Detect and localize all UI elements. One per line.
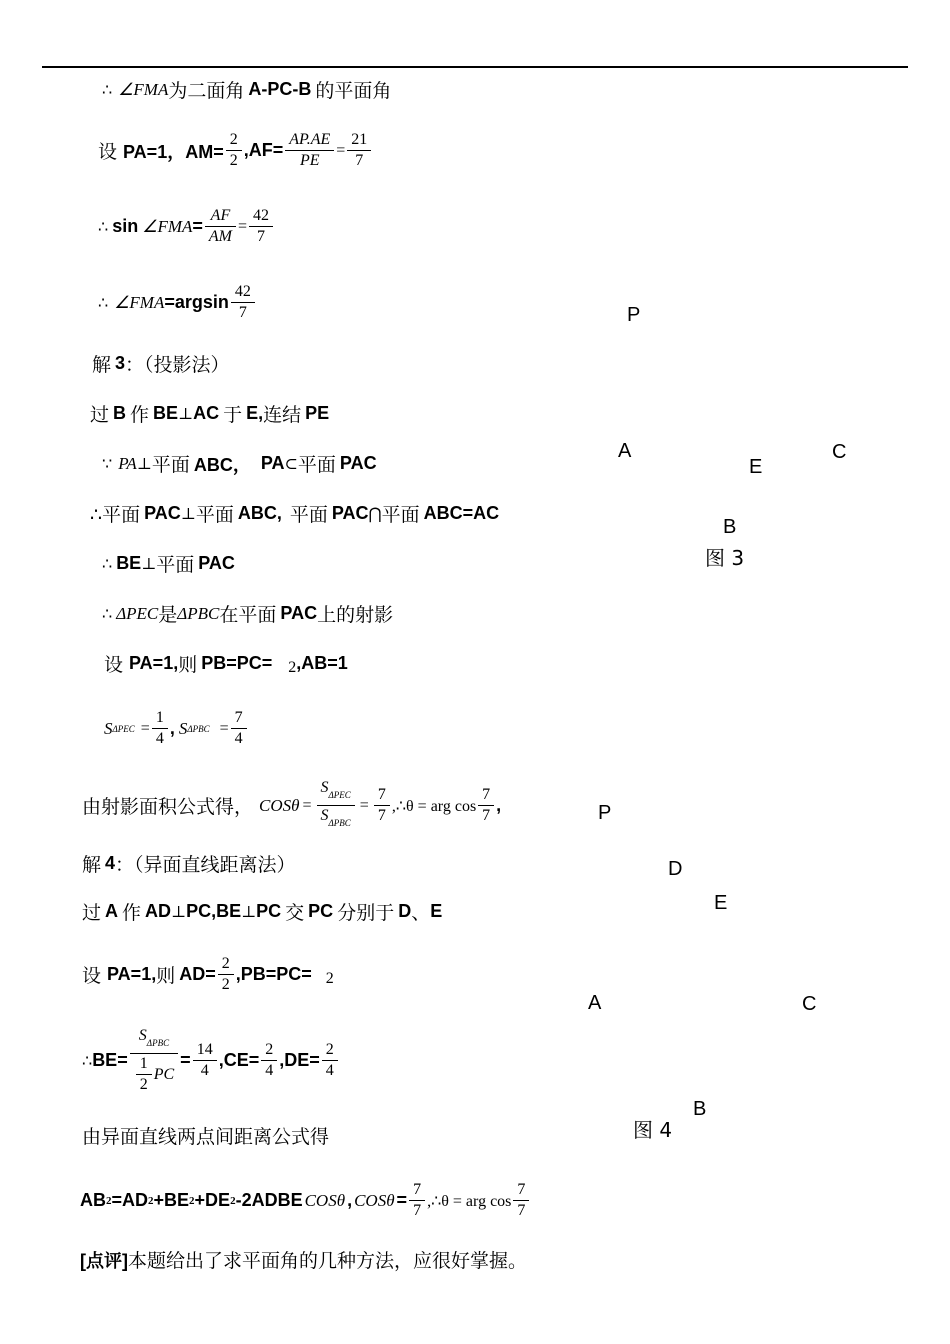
text: ∴平面: [90, 504, 141, 526]
heading-solution-4: [82, 850, 296, 877]
denominator: 7: [413, 1202, 422, 1219]
numerator: 7: [409, 1180, 425, 1201]
text-bold: 3: [115, 353, 126, 373]
area-symbol: S: [104, 718, 113, 738]
equals: =: [396, 1190, 408, 1210]
number: 2: [288, 658, 297, 676]
header-rule: [42, 66, 908, 68]
line-dihedral-angle: [102, 76, 391, 103]
line-because-pa: [102, 450, 377, 477]
segment-pa: PA: [118, 453, 137, 473]
point-label-a: A: [588, 992, 602, 1014]
text: 本题给出了求平面角的几种方法，应很好掌握。: [128, 1250, 528, 1272]
text: 是: [158, 604, 178, 626]
text: 平面: [151, 454, 190, 476]
comma: ,: [169, 718, 175, 738]
perp-symbol: ⊥: [241, 902, 257, 921]
text-bold: PC: [256, 901, 282, 921]
text: 平面: [195, 504, 234, 526]
superscript: 2: [106, 1194, 112, 1207]
line-argsin: [98, 282, 257, 323]
denominator: 7: [355, 152, 364, 169]
therefore-symbol: ∴: [102, 80, 113, 99]
text-bold: ABC,: [237, 503, 282, 523]
text-bold: BE=: [92, 1050, 128, 1070]
perp-symbol: ⊥: [180, 504, 196, 523]
text: ,∴θ = arg cos: [427, 1192, 512, 1210]
text-bold: BE: [116, 553, 142, 573]
line-projection: [102, 600, 393, 627]
text: ：（异面直线距离法）: [115, 854, 296, 876]
therefore-symbol: ∴: [82, 1051, 93, 1070]
therefore-symbol: ∴: [98, 293, 109, 312]
text: 则: [178, 654, 198, 676]
angle-fma: ∠FMA: [118, 79, 169, 99]
text-bold: ,CE=: [218, 1050, 260, 1070]
text-bold: 4: [105, 853, 116, 873]
line-be-perp-pac: [102, 550, 235, 577]
numerator: 21: [347, 130, 371, 151]
text: 则: [156, 965, 176, 987]
text-bold: A-PC-B: [248, 79, 312, 99]
figure-caption: 图 3: [705, 546, 745, 570]
text-bold: PA: [260, 453, 285, 473]
numerator: 7: [231, 708, 247, 729]
numerator: 7: [513, 1180, 529, 1201]
numerator: 14: [193, 1040, 217, 1061]
figure-caption: 图 4: [633, 1118, 673, 1142]
equals: =: [302, 796, 312, 814]
numerator: AF: [205, 206, 236, 227]
superscript: 2: [148, 1194, 154, 1207]
numerator: S: [138, 1027, 147, 1044]
text-bold: PC,BE: [186, 901, 242, 921]
text-bold: ,PB=PC=: [235, 964, 312, 984]
text: 由异面直线两点间距离公式得: [82, 1126, 330, 1148]
equals: =: [219, 719, 229, 737]
text-bold: A: [105, 901, 119, 921]
text-bold: PA=1，AM=: [123, 141, 224, 162]
fraction: [409, 1180, 425, 1221]
fraction: [205, 206, 236, 247]
text: 解: [92, 354, 112, 376]
point-label-b: B: [693, 1098, 707, 1120]
subscript: ΔPBC: [187, 723, 210, 734]
numerator: 1: [152, 708, 168, 729]
cos-theta: COSθ: [354, 1190, 395, 1210]
text-bold: -2ADBE: [235, 1190, 303, 1210]
text: 于: [223, 404, 243, 426]
point-label-d: D: [668, 858, 683, 880]
line-construct-ad: [82, 898, 442, 925]
line-projection-formula: [82, 778, 501, 833]
text-bold: E: [430, 901, 443, 921]
numerator: AP.AE: [285, 130, 334, 151]
text-bold: D: [398, 901, 412, 921]
fraction: [478, 785, 494, 826]
therefore-symbol: ∴: [102, 554, 113, 573]
subscript: ΔPEC: [328, 790, 351, 800]
point-label-p: P: [598, 802, 612, 824]
intersection-symbol: ⋂: [368, 504, 382, 523]
text: 分别于: [337, 902, 395, 924]
point-label-a: A: [618, 440, 632, 462]
numerator: 7: [374, 785, 390, 806]
text: 过: [82, 902, 102, 924]
line-areas: [104, 708, 249, 749]
fraction: [218, 954, 234, 995]
text: 设: [82, 965, 102, 987]
text: 设: [104, 654, 124, 676]
therefore-symbol: ∴: [102, 604, 113, 623]
text-bold: PAC: [331, 503, 369, 523]
fraction: [231, 708, 247, 749]
subscript: ΔPBC: [328, 818, 351, 828]
because-symbol: ∵: [102, 454, 113, 473]
point-label-b: B: [723, 516, 737, 538]
text-bold: PAC: [280, 603, 318, 623]
text-bold: BE: [153, 403, 179, 423]
text-bold: +BE: [153, 1190, 190, 1210]
denominator: 4: [155, 730, 164, 747]
triangle-pbc: ΔPBC: [177, 603, 220, 623]
text: 为二面角: [168, 80, 245, 102]
fraction: [513, 1180, 529, 1221]
denominator: S: [320, 807, 329, 824]
text: 连结: [263, 404, 302, 426]
text-bold: +DE: [194, 1190, 231, 1210]
fraction: [193, 1040, 217, 1081]
perp-symbol: ⊥: [178, 404, 194, 423]
numerator: 2: [322, 1040, 338, 1061]
text-bold: =argsin: [164, 292, 229, 312]
text-bold: PA=1,: [107, 964, 157, 984]
text-bold: PA=1,: [129, 653, 179, 673]
fraction: [152, 708, 168, 749]
area-symbol: S: [178, 718, 188, 738]
cos-theta: COSθ: [304, 1190, 346, 1210]
fraction: [136, 1054, 152, 1095]
text: 过: [90, 404, 110, 426]
equals: =: [336, 141, 346, 159]
fraction: [347, 130, 371, 171]
text: ,∴θ = arg cos: [391, 797, 477, 815]
text-bold: ABC=AC: [423, 503, 500, 523]
numerator: 2: [261, 1040, 277, 1061]
denominator: PE: [299, 152, 320, 169]
denominator: 2: [139, 1076, 148, 1093]
denominator: 7: [238, 304, 247, 321]
text: 解: [82, 854, 102, 876]
denominator: 2: [229, 152, 238, 169]
comma: ,: [347, 1190, 353, 1210]
text: 交: [285, 902, 305, 924]
line-be-value: [82, 1026, 340, 1095]
denominator: 2: [221, 976, 230, 993]
text-bold: ,AF=: [243, 140, 284, 160]
text: 作: [130, 404, 150, 426]
fraction: [261, 1040, 277, 1081]
fraction: [226, 130, 242, 171]
denominator: 7: [377, 807, 386, 824]
text: 平面: [289, 504, 328, 526]
perp-symbol: ⊥: [141, 554, 157, 573]
numerator: 1: [136, 1054, 152, 1075]
text: 平面: [297, 454, 336, 476]
point-label-p: P: [627, 304, 641, 326]
text: 、: [411, 902, 431, 924]
text: 在平面: [219, 604, 277, 626]
text: 作: [122, 902, 142, 924]
comment-line: [80, 1246, 527, 1273]
text: 平面: [381, 504, 420, 526]
numerator: 2: [218, 954, 234, 975]
text-bold: B: [113, 403, 127, 423]
perp-symbol: ⊥: [136, 454, 152, 473]
denominator: 4: [265, 1062, 274, 1079]
text: ：（投影法）: [125, 354, 230, 376]
fraction: [322, 1040, 338, 1081]
text-bold: [点评]: [80, 1250, 128, 1271]
line-distance-formula: [82, 1122, 329, 1149]
point-label-c: C: [832, 441, 847, 463]
numerator: 7: [478, 785, 494, 806]
fraction: [285, 130, 334, 171]
denominator: AM: [208, 228, 232, 245]
subscript: ΔPBC: [146, 1038, 170, 1048]
text-bold: ABC，: [193, 454, 251, 475]
denominator: 7: [257, 228, 266, 245]
text-bold: AC: [193, 403, 220, 423]
text-bold: =AD: [111, 1190, 149, 1210]
equals: =: [180, 1050, 191, 1070]
angle-fma: ∠FMA: [142, 216, 193, 236]
point-label-e: E: [749, 456, 763, 478]
angle-fma: ∠FMA: [114, 292, 165, 312]
line-sin-fma: [98, 206, 275, 247]
point-label-c: C: [802, 993, 817, 1015]
superscript: 2: [189, 1194, 195, 1207]
equals: =: [238, 217, 248, 235]
fraction: [317, 778, 355, 833]
text-bold: AD: [145, 901, 172, 921]
fraction: [374, 785, 390, 826]
equals: =: [192, 216, 203, 236]
comma: ,: [496, 795, 502, 815]
denominator: 4: [325, 1062, 334, 1079]
therefore-symbol: ∴: [98, 217, 109, 236]
line-planes-perp: [90, 500, 499, 527]
segment-pc: PC: [153, 1065, 175, 1083]
denominator: 7: [517, 1202, 526, 1219]
numerator: 42: [231, 282, 255, 303]
line-set-ad: [82, 954, 334, 995]
text: 上的射影: [317, 604, 394, 626]
superscript: 2: [230, 1194, 236, 1207]
text: 的平面角: [315, 80, 392, 102]
fraction: [130, 1026, 178, 1095]
perp-symbol: ⊥: [171, 902, 187, 921]
fraction: [249, 206, 273, 247]
equals: =: [359, 796, 369, 814]
cos-theta: COSθ: [259, 795, 300, 815]
text: 设: [98, 141, 118, 163]
numerator: S: [320, 779, 329, 796]
fraction: [231, 282, 255, 323]
equals: =: [140, 719, 150, 737]
text-bold: PC: [308, 901, 334, 921]
text-bold: AD=: [179, 964, 216, 984]
heading-solution-3: [92, 350, 230, 377]
triangle-pec: ΔPEC: [116, 603, 159, 623]
numerator: 2: [226, 130, 242, 151]
subset-symbol: ⊂: [284, 454, 298, 473]
line-ab-squared: [80, 1180, 531, 1221]
denominator: 4: [200, 1062, 209, 1079]
text-bold: PAC: [144, 503, 181, 523]
text-bold: ,AB=1: [296, 653, 348, 673]
text-bold: PB=PC=: [201, 653, 273, 673]
number: 2: [325, 969, 334, 987]
text-bold: AB: [80, 1190, 106, 1210]
text-bold: sin: [112, 216, 139, 236]
text-bold: PAC: [198, 553, 235, 573]
text: 由射影面积公式得，: [82, 796, 254, 818]
denominator: 4: [234, 730, 243, 747]
text-bold: PE: [305, 403, 330, 423]
point-label-e: E: [714, 892, 728, 914]
text-bold: PAC: [339, 453, 377, 473]
text: 平面: [156, 554, 195, 576]
line-set-values: [104, 650, 348, 677]
text-bold: ,DE=: [279, 1050, 320, 1070]
denominator: 7: [482, 807, 491, 824]
numerator: 42: [249, 206, 273, 227]
text-bold: E,: [246, 403, 264, 423]
line-set-pa: [98, 130, 373, 171]
subscript: ΔPEC: [112, 723, 135, 734]
line-construct-be: [90, 400, 329, 427]
